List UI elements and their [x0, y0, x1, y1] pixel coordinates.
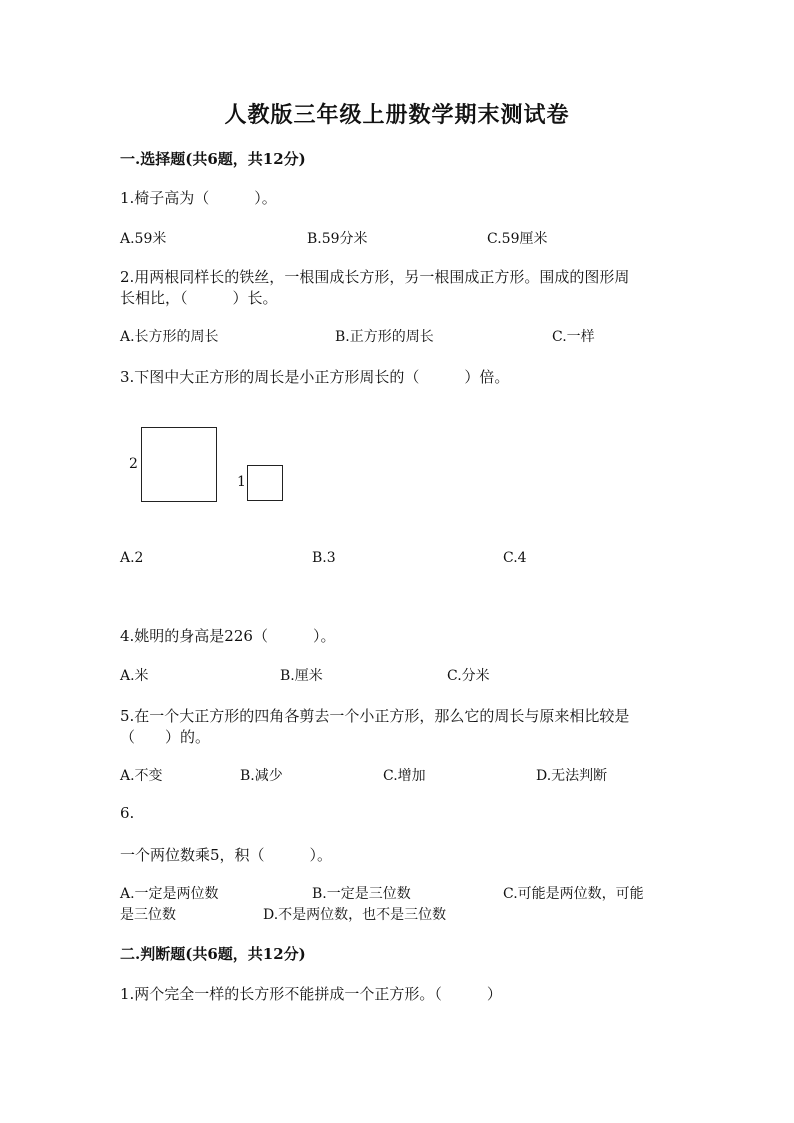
question-1: 1.椅子高为（ ）。 — [120, 189, 277, 207]
big-square-side-label: 2 — [129, 456, 138, 472]
q5-option-a: A.不变 — [120, 768, 163, 784]
q3-option-a: A.2 — [120, 550, 144, 566]
q6-option-a: A.一定是两位数 — [120, 886, 219, 902]
q6-option-b: B.一定是三位数 — [312, 886, 411, 902]
q4-option-a: A.米 — [120, 668, 149, 684]
page-title: 人教版三年级上册数学期末测试卷 — [224, 102, 570, 128]
q5-option-d: D.无法判断 — [536, 768, 608, 784]
q2-option-a: A.长方形的周长 — [120, 329, 219, 345]
q4-option-c: C.分米 — [447, 668, 490, 684]
q5-option-b: B.减少 — [240, 768, 283, 784]
question-2-line-1: 2.用两根同样长的铁丝，一根围成长方形，另一根围成正方形。围成的图形周 — [120, 268, 630, 286]
question-5-line-1: 5.在一个大正方形的四角各剪去一个小正方形，那么它的周长与原来相比较是 — [120, 707, 630, 725]
question-6-number: 6. — [120, 804, 135, 822]
q4-option-b: B.厘米 — [280, 668, 323, 684]
section-heading-choice: 一.选择题(共6题，共12分) — [120, 150, 306, 168]
question-6: 一个两位数乘5，积（ ）。 — [120, 846, 333, 864]
question-4: 4.姚明的身高是226（ ）。 — [120, 627, 336, 645]
q6-option-c-continued: 是三位数 — [120, 907, 176, 923]
q1-option-c: C.59厘米 — [487, 231, 548, 247]
judgement-1: 1.两个完全一样的长方形不能拼成一个正方形。（ ） — [120, 985, 502, 1003]
q3-option-c: C.4 — [503, 550, 527, 566]
q2-option-c: C.一样 — [552, 329, 595, 345]
question-5-line-2: （ ）的。 — [120, 728, 211, 746]
small-square — [247, 465, 283, 501]
small-square-side-label: 1 — [237, 474, 246, 490]
q5-option-c: C.增加 — [383, 768, 426, 784]
question-3: 3.下图中大正方形的周长是小正方形周长的（ ）倍。 — [120, 368, 510, 386]
q6-option-d: D.不是两位数，也不是三位数 — [263, 907, 447, 923]
big-square — [141, 427, 217, 502]
q2-option-b: B.正方形的周长 — [335, 329, 434, 345]
section-heading-judgement: 二.判断题(共6题，共12分) — [120, 945, 306, 963]
q6-option-c: C.可能是两位数，可能 — [503, 886, 644, 902]
q1-option-a: A.59米 — [120, 231, 167, 247]
q3-option-b: B.3 — [312, 550, 336, 566]
q1-option-b: B.59分米 — [307, 231, 368, 247]
question-2-line-2: 长相比，（ ）长。 — [120, 289, 278, 307]
